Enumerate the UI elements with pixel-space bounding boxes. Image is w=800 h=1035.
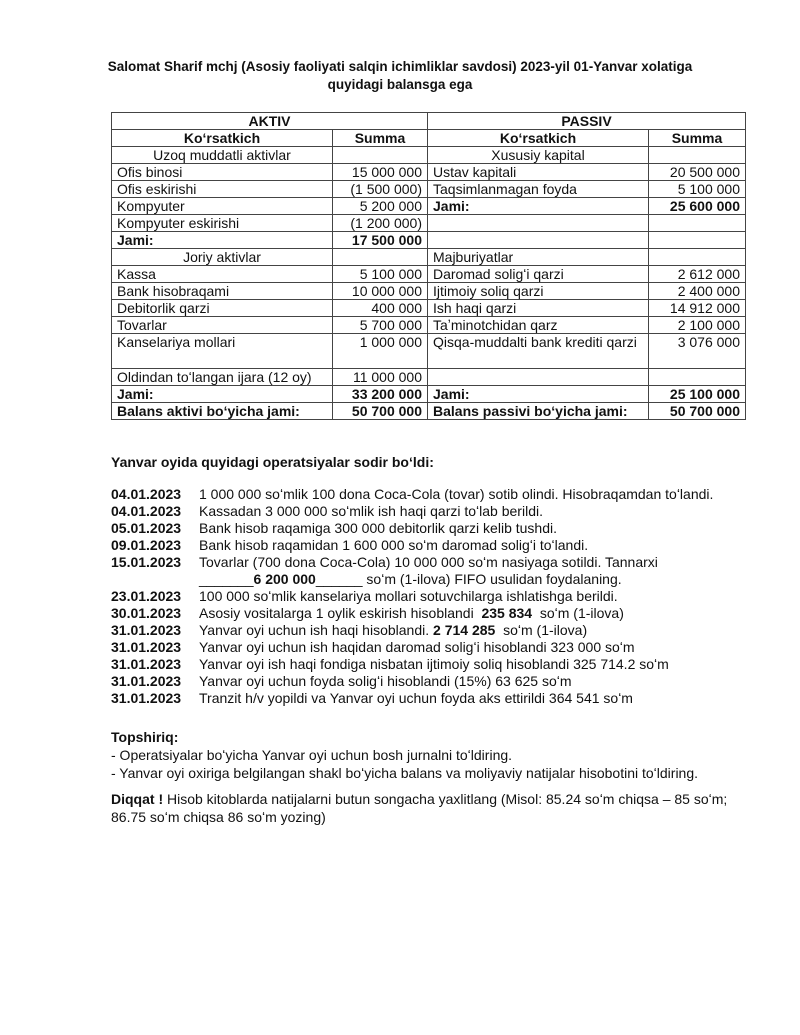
- sum-cell: [333, 249, 428, 266]
- indicator-cell: Xususiy kapital: [428, 147, 649, 164]
- operation-date: 15.01.2023: [111, 554, 182, 570]
- note-text: Hisob kitoblarda natijalarni butun songacha yaxlitlang (Misol: 85.24 soʻm chiqsa – 85 soʻm; 86.75 soʻm chiqsa 86 soʻm yozing): [111, 791, 728, 825]
- indicator-cell: Ijtimoiy soliq qarzi: [428, 283, 649, 300]
- sum-cell: 10 000 000: [333, 283, 428, 300]
- operation-text-line: Tovarlar (700 dona Coca-Cola) 10 000 000 soʻm nasiyaga sotildi. Tannarxi: [199, 554, 658, 570]
- indicator-cell: Qisqa-muddalti bank krediti qarzi: [428, 334, 649, 369]
- sum-cell: [333, 147, 428, 164]
- operation-row: [111, 554, 751, 588]
- operation-row: [111, 503, 751, 520]
- table-row: [112, 386, 746, 403]
- note-label: Diqqat !: [111, 791, 164, 807]
- table-row: [112, 283, 746, 300]
- cost-of-goods-value: 6 200 000: [253, 571, 316, 587]
- operation-row: [111, 639, 751, 656]
- table-row: [112, 403, 746, 420]
- operation-date: 04.01.2023: [111, 503, 182, 519]
- table-row: [112, 300, 746, 317]
- sum-cell: 5 200 000: [333, 198, 428, 215]
- indicator-cell: Taʼminotchidan qarz: [428, 317, 649, 334]
- operation-date: 23.01.2023: [111, 588, 182, 604]
- sum-cell: 5 100 000: [333, 266, 428, 283]
- operation-row: [111, 537, 751, 554]
- operation-date: 09.01.2023: [111, 537, 182, 553]
- sum-cell: 25 100 000: [649, 386, 746, 403]
- operations-list: [111, 486, 751, 707]
- operation-row: [111, 605, 751, 622]
- indicator-cell: [428, 232, 649, 249]
- table-row: [112, 317, 746, 334]
- task-item: - Operatsiyalar boʻyicha Yanvar oyi uchun bosh jurnalni toʻldiring.: [111, 747, 513, 763]
- sum-cell: 14 912 000: [649, 300, 746, 317]
- sum-cell: (1 200 000): [333, 215, 428, 232]
- sum-cell: 1 000 000: [333, 334, 428, 369]
- indicator-cell: Jami:: [428, 386, 649, 403]
- operation-row: [111, 622, 751, 639]
- indicator-cell: [428, 215, 649, 232]
- sum-cell: [649, 147, 746, 164]
- sum-cell: 50 700 000: [333, 403, 428, 420]
- operation-row: [111, 656, 751, 673]
- operation-date: 04.01.2023: [111, 486, 182, 502]
- indicator-cell: Balans passivi boʻyicha jami:: [428, 403, 649, 420]
- sum-cell: 50 700 000: [649, 403, 746, 420]
- indicator-cell: Uzoq muddatli aktivlar: [112, 147, 333, 164]
- sum-cell: [649, 232, 746, 249]
- operation-text: [199, 588, 751, 605]
- indicator-cell: Jami:: [428, 198, 649, 215]
- operation-text-line: [199, 571, 751, 588]
- operation-text: [199, 486, 751, 503]
- operation-row: [111, 588, 751, 605]
- operation-text: [199, 673, 751, 690]
- operation-text-line: Bank hisob raqamidan 1 600 000 soʻm daromad soligʻi toʻlandi.: [199, 537, 589, 553]
- operation-text: [199, 537, 751, 554]
- aktiv-header: AKTIV: [112, 113, 428, 130]
- col-sum-passiv: Summa: [649, 130, 746, 147]
- sum-cell: 20 500 000: [649, 164, 746, 181]
- table-row: [112, 266, 746, 283]
- indicator-cell: Debitorlik qarzi: [112, 300, 333, 317]
- operation-date: 31.01.2023: [111, 690, 182, 706]
- table-row: [112, 369, 746, 386]
- indicator-cell: Kanselariya mollari: [112, 334, 333, 369]
- indicator-cell: Taqsimlanmagan foyda: [428, 181, 649, 198]
- sum-cell: 2 612 000: [649, 266, 746, 283]
- operation-text: [199, 690, 751, 707]
- sum-cell: 5 700 000: [333, 317, 428, 334]
- task-heading: Topshiriq:: [111, 729, 179, 745]
- indicator-cell: [428, 369, 649, 386]
- indicator-cell: Joriy aktivlar: [112, 249, 333, 266]
- col-indicator-aktiv: Koʻrsatkich: [112, 130, 333, 147]
- operation-text-line: Kassadan 3 000 000 soʻmlik ish haqi qarzi toʻlab berildi.: [199, 503, 543, 519]
- operation-date: 30.01.2023: [111, 605, 182, 621]
- operation-amount: 2 714 285: [433, 622, 496, 638]
- operation-text-line: 1 000 000 soʻmlik 100 dona Coca-Cola (tovar) sotib olindi. Hisobraqamdan toʻlandi.: [199, 486, 714, 502]
- operation-date: 31.01.2023: [111, 656, 182, 672]
- operation-text-line: 100 000 soʻmlik kanselariya mollari sotuvchilarga ishlatishga berildi.: [199, 588, 618, 604]
- operation-text: [199, 605, 751, 622]
- indicator-cell: Ofis binosi: [112, 164, 333, 181]
- operation-date: 31.01.2023: [111, 673, 182, 689]
- sum-cell: 2 100 000: [649, 317, 746, 334]
- passiv-header: PASSIV: [428, 113, 746, 130]
- operation-text: [199, 622, 751, 639]
- table-row: [112, 181, 746, 198]
- sum-cell: (1 500 000): [333, 181, 428, 198]
- operation-text-part: Yanvar oyi uchun ish haqi hisoblandi.: [199, 622, 434, 638]
- table-row: [112, 232, 746, 249]
- table-row: [112, 147, 746, 164]
- table-row: [112, 334, 746, 369]
- indicator-cell: Oldindan toʻlangan ijara (12 oy): [112, 369, 333, 386]
- operation-row: [111, 673, 751, 690]
- column-header-row: [112, 130, 746, 147]
- operation-text-line: Tranzit h/v yopildi va Yanvar oyi uchun foyda aks ettirildi 364 541 soʻm: [199, 690, 633, 706]
- operation-text-part: Asosiy vositalarga 1 oylik eskirish hisoblandi: [199, 605, 482, 621]
- sum-cell: 11 000 000: [333, 369, 428, 386]
- sum-cell: 15 000 000: [333, 164, 428, 181]
- operation-text: [199, 656, 751, 673]
- indicator-cell: Tovarlar: [112, 317, 333, 334]
- operation-text-line: Yanvar oyi uchun foyda soligʻi hisoblandi (15%) 63 625 soʻm: [199, 673, 572, 689]
- operation-text: [199, 520, 751, 537]
- operation-text-part: soʻm (1-ilova): [495, 622, 588, 638]
- sum-cell: [649, 215, 746, 232]
- indicator-cell: Ustav kapitali: [428, 164, 649, 181]
- indicator-cell: Majburiyatlar: [428, 249, 649, 266]
- operation-date: 31.01.2023: [111, 639, 182, 655]
- balance-rows: [112, 147, 746, 420]
- indicator-cell: Bank hisobraqami: [112, 283, 333, 300]
- sum-cell: 3 076 000: [649, 334, 746, 369]
- sum-cell: 5 100 000: [649, 181, 746, 198]
- sum-cell: 17 500 000: [333, 232, 428, 249]
- balance-sheet-table: [111, 112, 746, 420]
- col-indicator-passiv: Koʻrsatkich: [428, 130, 649, 147]
- operation-row: [111, 520, 751, 537]
- task-item: - Yanvar oyi oxiriga belgilangan shakl boʻyicha balans va moliyaviy natijalar hisobotini toʻldiring.: [111, 765, 699, 781]
- task-section: [111, 728, 751, 782]
- table-row: [112, 164, 746, 181]
- operation-text-part: soʻm (1-ilova): [532, 605, 624, 621]
- col-sum-aktiv: Summa: [333, 130, 428, 147]
- document-title: Salomat Sharif mchj (Asosiy faoliyati salqin ichimliklar savdosi) 2023-yil 01-Yanvar xolatiga quyidagi balansga ega: [107, 59, 693, 92]
- indicator-cell: Ofis eskirishi: [112, 181, 333, 198]
- operation-text: [199, 554, 751, 588]
- operation-row: [111, 486, 751, 503]
- indicator-cell: Kompyuter: [112, 198, 333, 215]
- indicator-cell: Jami:: [112, 386, 333, 403]
- indicator-cell: Balans aktivi boʻyicha jami:: [112, 403, 333, 420]
- sum-cell: 25 600 000: [649, 198, 746, 215]
- table-row: [112, 198, 746, 215]
- operation-text-line: Bank hisob raqamiga 300 000 debitorlik qarzi kelib tushdi.: [199, 520, 557, 536]
- operation-date: 31.01.2023: [111, 622, 182, 638]
- table-header-row: [112, 113, 746, 130]
- indicator-cell: Kompyuter eskirishi: [112, 215, 333, 232]
- sum-cell: 33 200 000: [333, 386, 428, 403]
- table-row: [112, 249, 746, 266]
- operation-text: [199, 639, 751, 656]
- operation-text-line: Yanvar oyi ish haqi fondiga nisbatan ijtimoiy soliq hisoblandi 325 714.2 soʻm: [199, 656, 669, 672]
- indicator-cell: Jami:: [112, 232, 333, 249]
- indicator-cell: Ish haqi qarzi: [428, 300, 649, 317]
- table-row: [112, 215, 746, 232]
- operation-text-line: Yanvar oyi uchun ish haqidan daromad soligʻi hisoblandi 323 000 soʻm: [199, 639, 635, 655]
- sum-cell: [649, 369, 746, 386]
- sum-cell: 400 000: [333, 300, 428, 317]
- sum-cell: [649, 249, 746, 266]
- sum-cell: 2 400 000: [649, 283, 746, 300]
- note-section: [111, 790, 751, 826]
- operation-text: [199, 503, 751, 520]
- operation-amount: 235 834: [481, 605, 533, 621]
- operation-text-part: ______ soʻm (1-ilova) FIFO usulidan foydalaning.: [315, 571, 622, 587]
- indicator-cell: Kassa: [112, 266, 333, 283]
- operation-date: 05.01.2023: [111, 520, 182, 536]
- operations-heading: Yanvar oyida quyidagi operatsiyalar sodir boʻldi:: [111, 454, 434, 470]
- indicator-cell: Daromad soligʻi qarzi: [428, 266, 649, 283]
- operation-text-part: _______: [199, 571, 254, 587]
- operation-row: [111, 690, 751, 707]
